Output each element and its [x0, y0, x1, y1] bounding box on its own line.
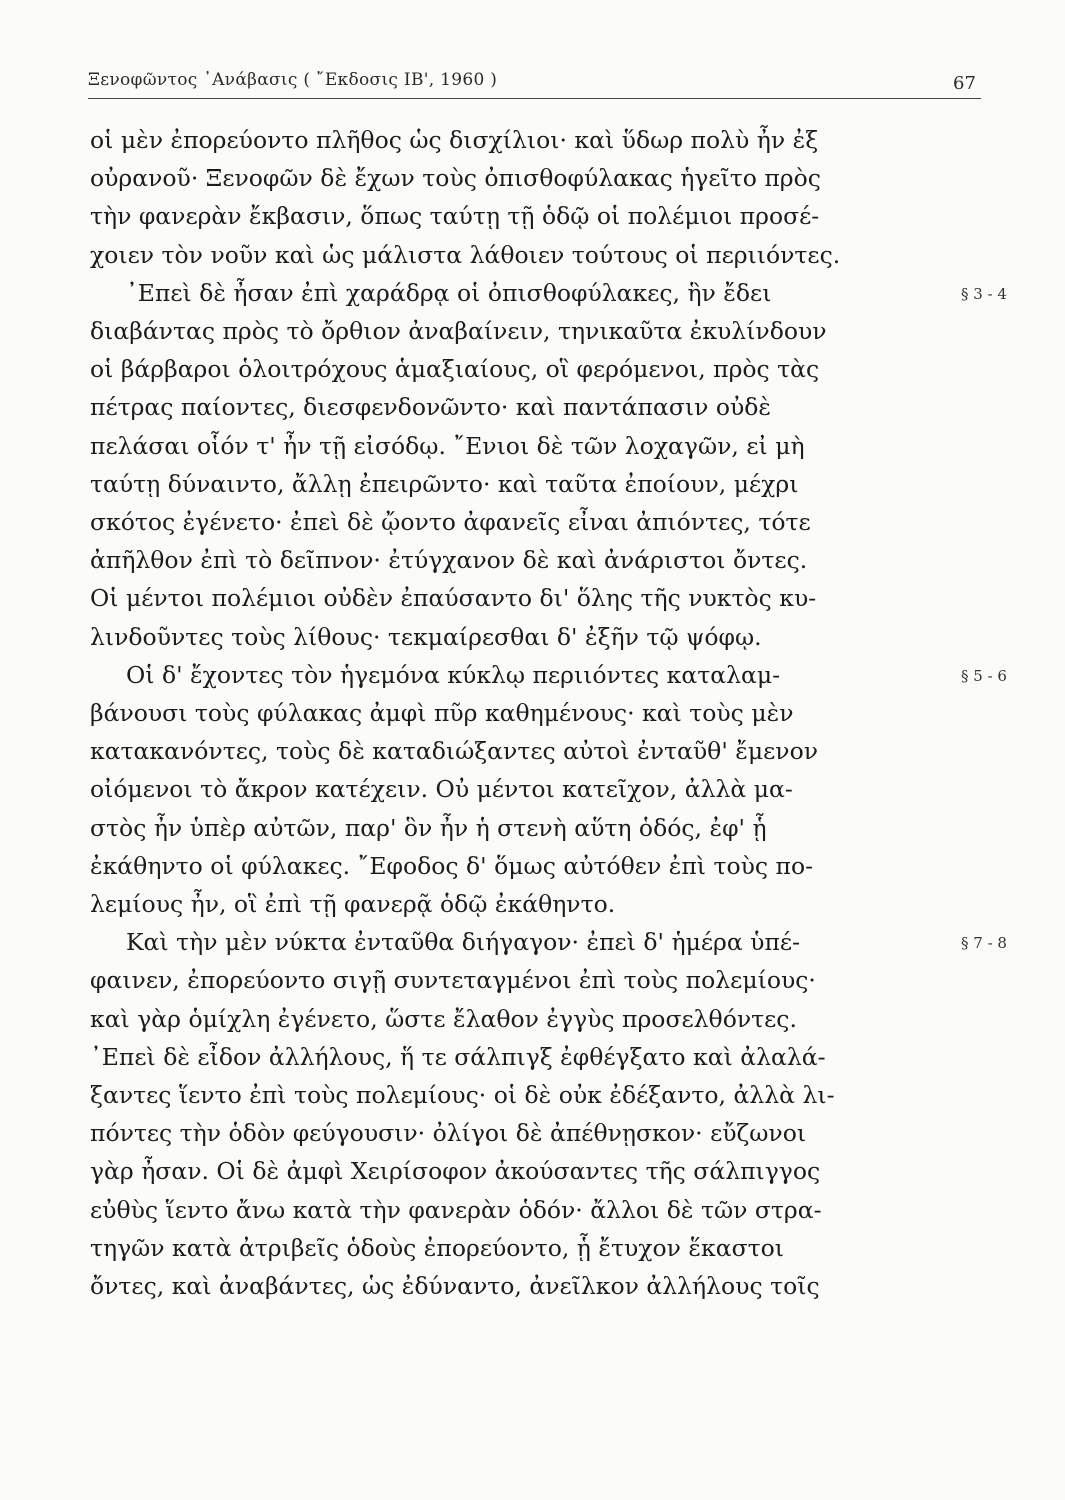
running-title: Ξενοφῶντος ᾿Ανάβασις ( ῎Εκδοσις ΙΒ', 1960 ) [88, 70, 498, 90]
text-line: Οἱ μέντοι πολέμιοι οὐδὲν ἐπαύσαντο δι' ὅλης τῆς νυκτὸς κυ- [90, 584, 817, 613]
text-line: οἱ βάρβαροι ὁλοιτρόχους ἁμαξιαίους, οἳ φερόμενοι, πρὸς τὰς [90, 355, 820, 384]
text-line: πέτρας παίοντες, διεσφενδονῶντο· καὶ παντάπασιν οὐδὲ [90, 393, 772, 422]
text-line: οἰόμενοι τὸ ἄκρον κατέχειν. Οὐ μέντοι κατεῖχον, ἀλλὰ μα- [90, 775, 793, 804]
text-line: Καὶ τὴν μὲν νύκτα ἐνταῦθα διήγαγον· ἐπεὶ δ' ἡμέρα ὑπέ- [126, 928, 801, 957]
text-line: σκότος ἐγένετο· ἐπεὶ δὲ ᾤοντο ἀφανεῖς εἶναι ἀπιόντες, τότε [90, 508, 811, 536]
text-line: πελάσαι οἷόν τ' ἦν τῇ εἰσόδῳ. ῎Ενιοι δὲ τῶν λοχαγῶν, εἰ μὴ [90, 431, 805, 460]
text-line: στὸς ἦν ὑπὲρ αὐτῶν, παρ' ὃν ἦν ἡ στενὴ αὕτη ὁδός, ἐφ' ᾗ [90, 813, 767, 842]
text-line: ᾿Επεὶ δὲ εἶδον ἀλλήλους, ἥ τε σάλπιγξ ἐφθέγξατο καὶ ἀλαλά- [90, 1042, 826, 1071]
section-marker: § 7 - 8 [961, 934, 1007, 953]
text-line: οἱ μὲν ἐπορεύοντο πλῆθος ὡς δισχίλιοι· καὶ ὕδωρ πολὺ ἦν ἐξ [90, 126, 819, 154]
text-line: τὴν φανερὰν ἔκβασιν, ὅπως ταύτῃ τῇ ὁδῷ οἱ πολέμιοι προσέ- [90, 202, 820, 231]
text-line: λεμίους ἦν, οἳ ἐπὶ τῇ φανερᾷ ὁδῷ ἐκάθηντο. [90, 890, 616, 918]
text-line: Οἱ δ' ἔχοντες τὸν ἡγεμόνα κύκλῳ περιιόντες καταλαμ- [126, 660, 781, 689]
text-line: βάνουσι τοὺς φύλακας ἀμφὶ πῦρ καθημένους· καὶ τοὺς μὲν [90, 699, 794, 727]
text-line: φαινεν, ἐπορεύοντο σιγῇ συντεταγμένοι ἐπὶ τοὺς πολεμίους· [90, 966, 816, 995]
text-line: ὄντες, καὶ ἀναβάντες, ὡς ἐδύναντο, ἀνεῖλκον ἀλλήλους τοῖς [90, 1272, 820, 1300]
text-line: καὶ γὰρ ὁμίχλη ἐγένετο, ὥστε ἔλαθον ἐγγὺς προσελθόντες. [90, 1004, 797, 1033]
text-line: οὐρανοῦ· Ξενοφῶν δὲ ἔχων τοὺς ὀπισθοφύλακας ἡγεῖτο πρὸς [90, 164, 821, 193]
section-marker: § 5 - 6 [961, 666, 1007, 685]
text-line: διαβάντας πρὸς τὸ ὄρθιον ἀναβαίνειν, τηνικαῦτα ἐκυλίνδουν [90, 317, 827, 345]
header-rule [88, 98, 981, 99]
text-line: ἀπῆλθον ἐπὶ τὸ δεῖπνον· ἐτύγχανον δὲ καὶ ἀνάριστοι ὄντες. [90, 546, 808, 575]
text-line: χοιεν τὸν νοῦν καὶ ὡς μάλιστα λάθοιεν τούτους οἱ περιιόντες. [90, 240, 841, 269]
text-line: ἐκάθηντο οἱ φύλακες. ῎Εφοδος δ' ὅμως αὐτόθεν ἐπὶ τοὺς πο- [90, 851, 814, 880]
text-line: ξαντες ἵεντο ἐπὶ τοὺς πολεμίους· οἱ δὲ οὐκ ἐδέξαντο, ἀλλὰ λι- [90, 1081, 835, 1109]
text-line: λινδοῦντες τοὺς λίθους· τεκμαίρεσθαι δ' ἐξῆν τῷ ψόφῳ. [90, 622, 762, 651]
text-line: εὐθὺς ἵεντο ἄνω κατὰ τὴν φανερὰν ὁδόν· ἄλλοι δὲ τῶν στρα- [90, 1195, 822, 1224]
text-line: γὰρ ἦσαν. Οἱ δὲ ἀμφὶ Χειρίσοφον ἀκούσαντες τῆς σάλπιγγος [90, 1157, 821, 1186]
text-line: πόντες τὴν ὁδὸν φεύγουσιν· ὀλίγοι δὲ ἀπέθνῃσκον· εὔζωνοι [90, 1119, 807, 1148]
page-number: 67 [953, 73, 976, 94]
text-line: ᾿Επεὶ δὲ ἦσαν ἐπὶ χαράδρᾳ οἱ ὀπισθοφύλακες, ἣν ἔδει [126, 278, 772, 307]
text-line: ταύτῃ δύναιντο, ἄλλῃ ἐπειρῶντο· καὶ ταῦτα ἐποίουν, μέχρι [90, 469, 799, 498]
text-line: κατακανόντες, τοὺς δὲ καταδιώξαντες αὐτοὶ ἐνταῦθ' ἔμενον [90, 737, 819, 766]
text-line: τηγῶν κατὰ ἀτριβεῖς ὁδοὺς ἐπορεύοντο, ᾗ ἔτυχον ἕκαστοι [90, 1233, 784, 1262]
section-marker: § 3 - 4 [961, 284, 1007, 303]
